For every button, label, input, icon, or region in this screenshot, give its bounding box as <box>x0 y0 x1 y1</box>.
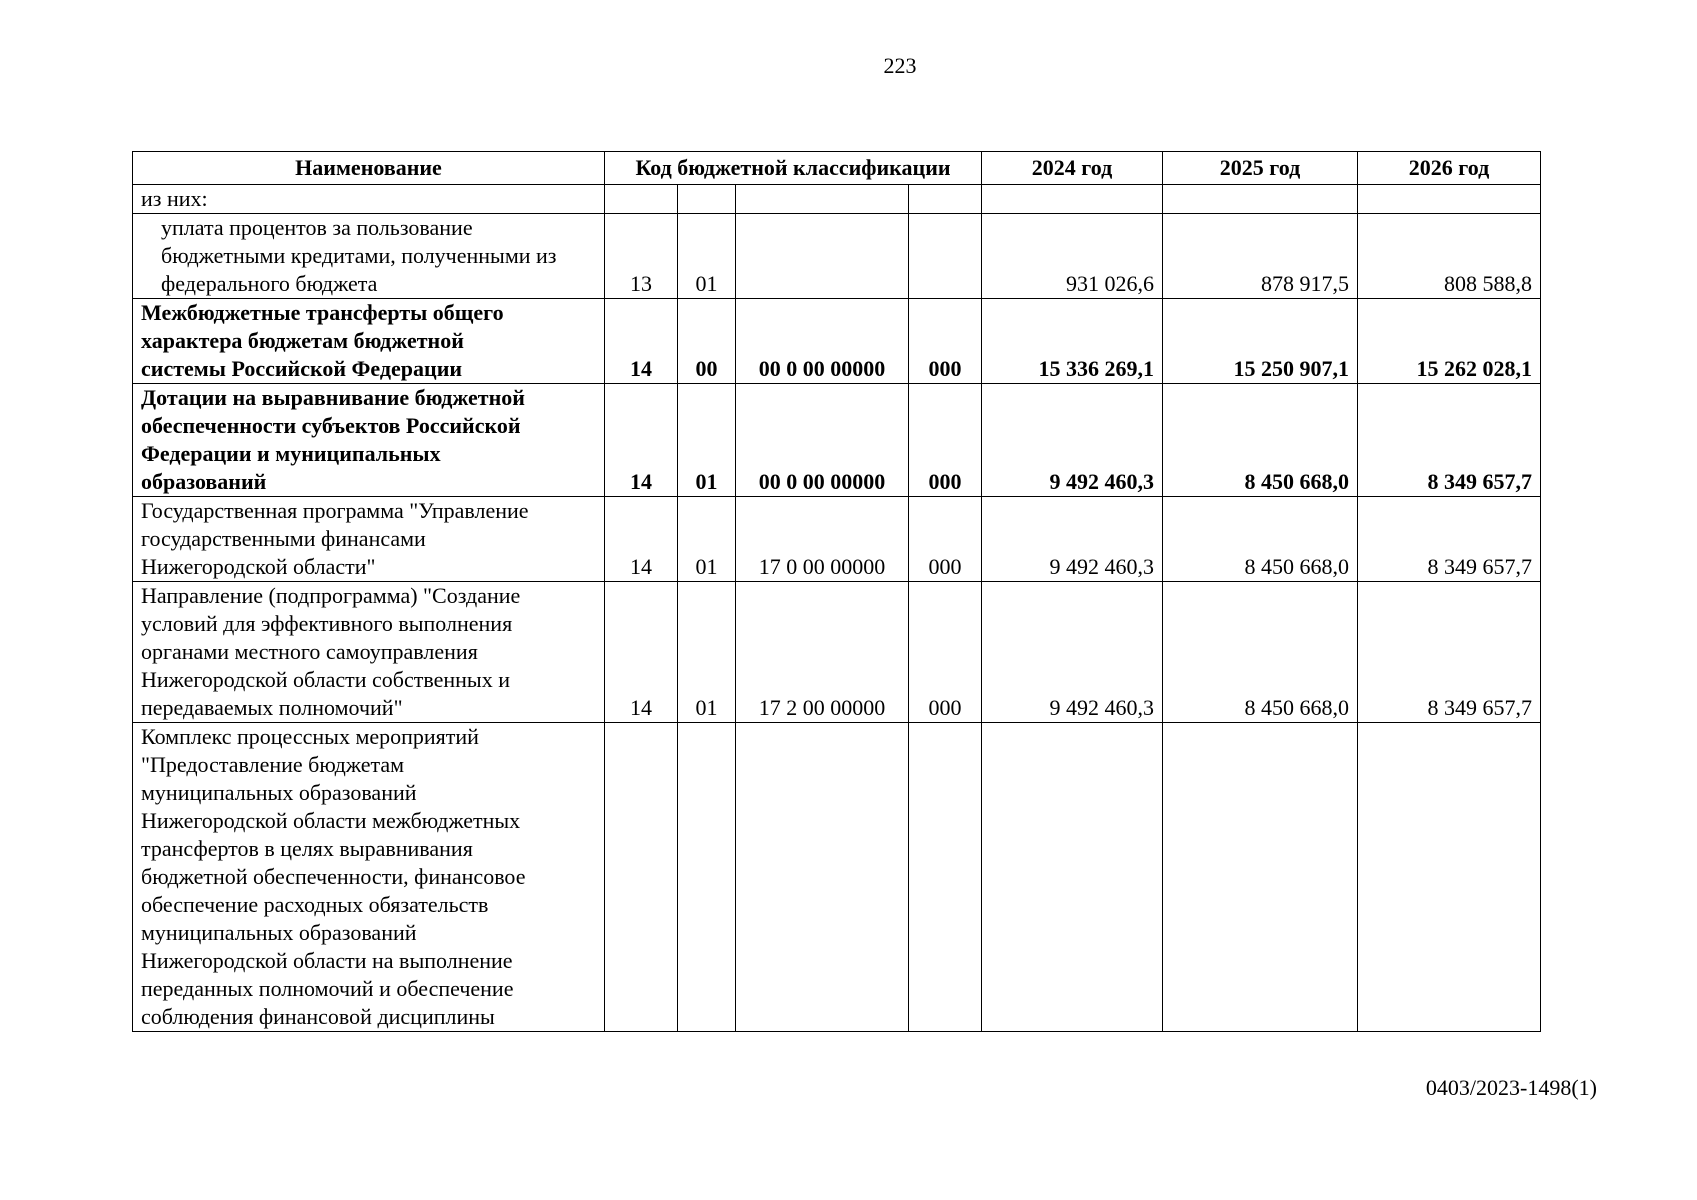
value-2026 <box>1358 185 1541 214</box>
code-subsection: 01 <box>678 582 736 723</box>
value-2025: 15 250 907,1 <box>1163 299 1358 384</box>
table-row <box>133 723 1541 1032</box>
page-number: 223 <box>883 53 917 78</box>
code-subsection: 01 <box>678 214 736 299</box>
row-name: Дотации на выравнивание бюджетной обеспеченности субъектов Российской Федерации и муниципальных образований <box>141 385 525 494</box>
value-2024: 15 336 269,1 <box>982 299 1163 384</box>
code-expense-type <box>909 723 982 1032</box>
header-code: Код бюджетной классификации <box>605 152 982 185</box>
header-2025: 2025 год <box>1163 152 1358 185</box>
value-2025 <box>1163 723 1358 1032</box>
row-name: Направление (подпрограмма) "Создание условий для эффективного выполнения органами местного самоуправления Нижегородской области собственных и передаваемых полномочий" <box>141 583 521 720</box>
code-subsection: 01 <box>678 384 736 497</box>
header-2024: 2024 год <box>982 152 1163 185</box>
code-expense-type <box>909 214 982 299</box>
header-name: Наименование <box>133 152 605 185</box>
code-section <box>605 723 678 1032</box>
code-subsection: 00 <box>678 299 736 384</box>
code-expense-type: 000 <box>909 299 982 384</box>
code-expense-type: 000 <box>909 497 982 582</box>
value-2024: 931 026,6 <box>982 214 1163 299</box>
value-2025: 8 450 668,0 <box>1163 582 1358 723</box>
value-2026: 15 262 028,1 <box>1358 299 1541 384</box>
table-row <box>133 384 1541 497</box>
value-2026: 8 349 657,7 <box>1358 384 1541 497</box>
code-target: 17 0 00 00000 <box>736 497 909 582</box>
value-2024 <box>982 723 1163 1032</box>
value-2026: 8 349 657,7 <box>1358 582 1541 723</box>
row-name: Государственная программа "Управление государственными финансами Нижегородской области" <box>141 498 529 579</box>
code-subsection: 01 <box>678 497 736 582</box>
value-2024: 9 492 460,3 <box>982 384 1163 497</box>
code-expense-type: 000 <box>909 384 982 497</box>
table-row <box>133 497 1541 582</box>
code-target: 00 0 00 00000 <box>736 384 909 497</box>
value-2026: 8 349 657,7 <box>1358 497 1541 582</box>
value-2025: 878 917,5 <box>1163 214 1358 299</box>
table-row <box>133 185 1541 214</box>
value-2024 <box>982 185 1163 214</box>
value-2024: 9 492 460,3 <box>982 497 1163 582</box>
code-section: 13 <box>605 214 678 299</box>
table-row <box>133 582 1541 723</box>
value-2025: 8 450 668,0 <box>1163 497 1358 582</box>
table-row <box>133 299 1541 384</box>
code-expense-type <box>909 185 982 214</box>
row-name: из них: <box>133 185 605 214</box>
row-name: Комплекс процессных мероприятий "Предоставление бюджетам муниципальных образований Нижегородской области межбюджетных трансфертов в целях выравнивания бюджетной обеспеченности, финансовое обеспечение расходных обязательств муниципальных образований Нижегородской области на выполнение переданных полномочий и обеспечение соблюдения финансовой дисциплины <box>141 724 526 1029</box>
code-subsection <box>678 185 736 214</box>
code-section: 14 <box>605 384 678 497</box>
code-section: 14 <box>605 582 678 723</box>
value-2026: 808 588,8 <box>1358 214 1541 299</box>
code-section: 14 <box>605 497 678 582</box>
code-subsection <box>678 723 736 1032</box>
code-section <box>605 185 678 214</box>
value-2024: 9 492 460,3 <box>982 582 1163 723</box>
value-2025 <box>1163 185 1358 214</box>
header-2026: 2026 год <box>1358 152 1541 185</box>
code-target <box>736 723 909 1032</box>
document-code: 0403/2023-1498(1) <box>1425 1075 1597 1100</box>
code-section: 14 <box>605 299 678 384</box>
code-target: 17 2 00 00000 <box>736 582 909 723</box>
row-name: Межбюджетные трансферты общего характера бюджетам бюджетной системы Российской Федерации <box>141 300 504 381</box>
value-2026 <box>1358 723 1541 1032</box>
code-target <box>736 214 909 299</box>
row-name: уплата процентов за пользование бюджетными кредитами, полученными из федерального бюджета <box>161 215 557 296</box>
header-row <box>133 152 1541 185</box>
table-row <box>133 214 1541 299</box>
value-2025: 8 450 668,0 <box>1163 384 1358 497</box>
code-target <box>736 185 909 214</box>
code-target: 00 0 00 00000 <box>736 299 909 384</box>
code-expense-type: 000 <box>909 582 982 723</box>
budget-table <box>132 151 1541 1032</box>
